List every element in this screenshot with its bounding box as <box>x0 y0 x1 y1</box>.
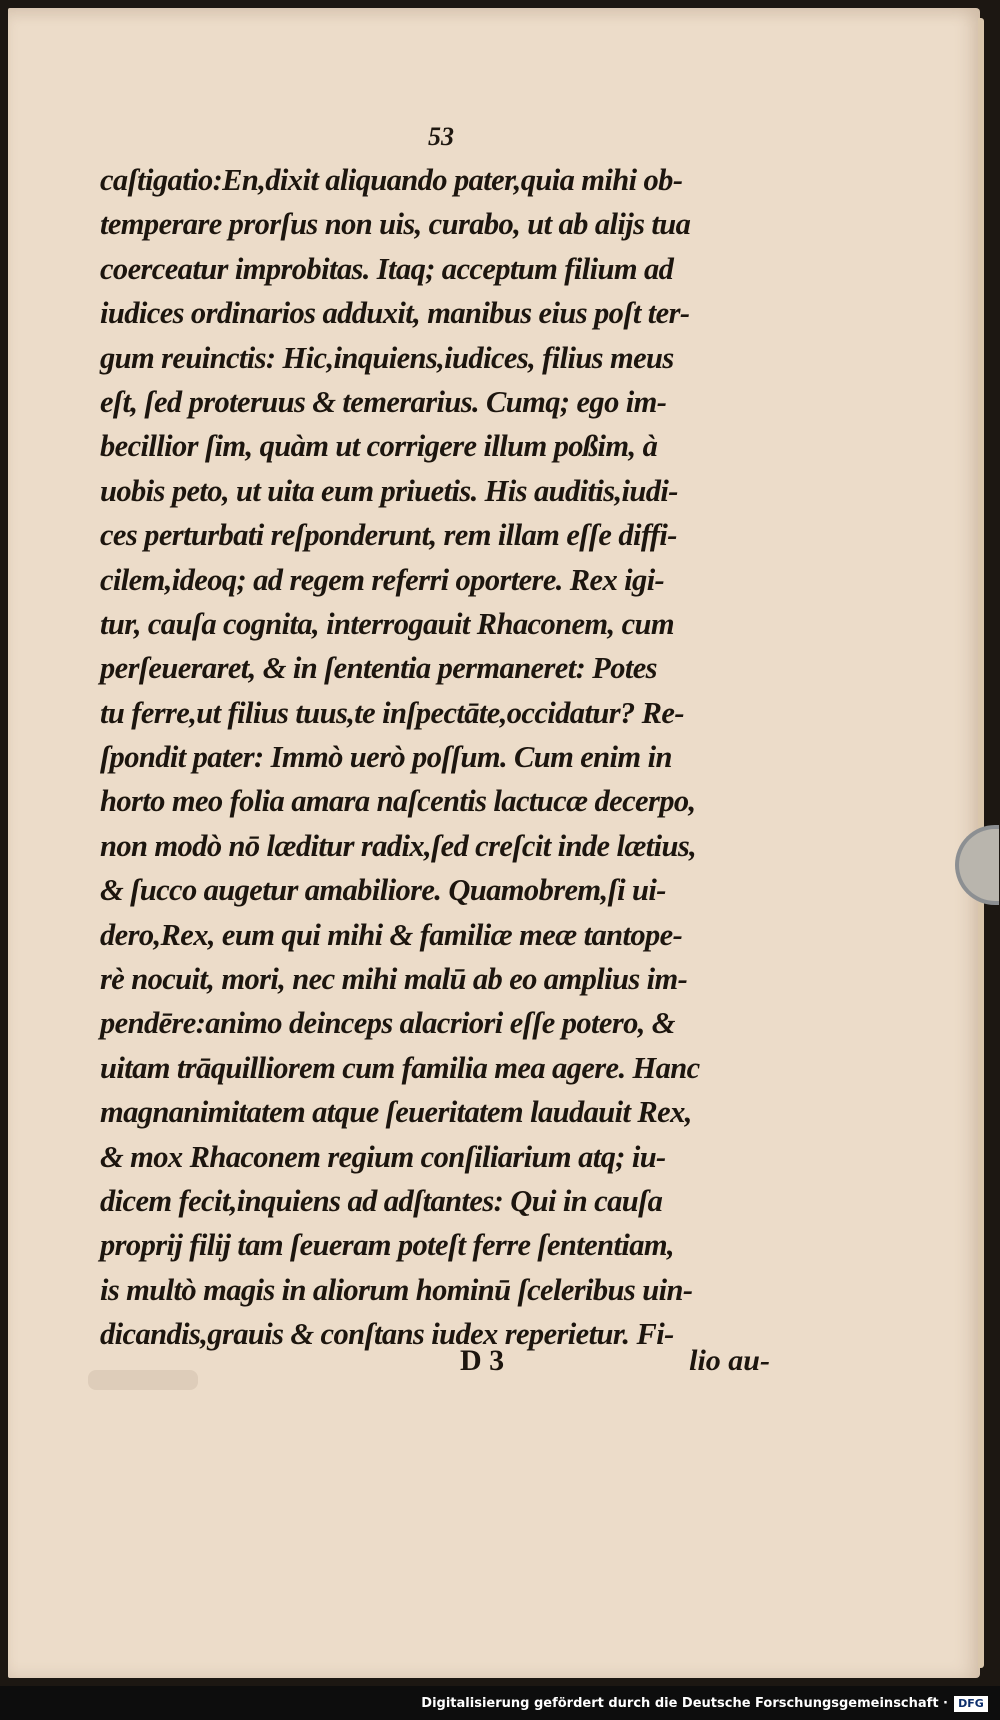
text-line: dicem fecit,inquiens ad adſtantes: Qui in cauſa <box>100 1183 663 1218</box>
page-number: 53 <box>428 122 454 151</box>
text-line: dero,Rex, eum qui mihi & familiæ meæ tantope- <box>100 917 683 952</box>
text-line: ſpondit pater: Immò uerò poſſum. Cum enim in <box>100 740 672 775</box>
text-line: temperare prorſus non uis, curabo, ut ab alijs tua <box>100 207 691 242</box>
text-line: dicandis,grauis & conſtans iudex reperietur. Fi- <box>100 1317 674 1352</box>
text-line: gum reuinctis: Hic,inquiens,iudices, filius meus <box>100 340 674 375</box>
book-page <box>8 8 980 1678</box>
catchword: lio au- <box>689 1344 770 1377</box>
text-line: & mox Rhaconem regium conſiliarium atq; iu- <box>100 1139 666 1174</box>
text-line: eſt, ſed proteruus & temerarius. Cumq; ego im- <box>100 384 667 419</box>
text-line: horto meo folia amara naſcentis lactucæ decerpo, <box>100 784 696 819</box>
footer-bar <box>0 1686 1000 1720</box>
text-line: ces perturbati reſponderunt, rem illam eſſe diffi- <box>100 518 677 553</box>
text-line: tu ferre,ut filius tuus,te inſpectāte,occidatur? Re- <box>100 695 684 730</box>
dfg-logo-icon: DFG <box>954 1696 988 1712</box>
footer-credit: Digitalisierung gefördert durch die Deutsche Forschungsgemeinschaft · <box>421 1696 948 1711</box>
text-line: proprij filij tam ſeueram poteſt ferre ſententiam, <box>100 1228 675 1263</box>
text-line: tur, cauſa cognita, interrogauit Rhaconem, cum <box>100 606 675 641</box>
text-line: caſtigatio:En,dixit aliquando pater,quia mihi ob- <box>100 163 683 197</box>
text-line: rè nocuit, mori, nec mihi malū ab eo amplius im- <box>100 962 688 997</box>
text-line: is multò magis in aliorum hominū ſceleribus uin- <box>100 1272 693 1307</box>
text-line: coerceatur improbitas. Itaq; acceptum filium ad <box>100 251 674 286</box>
text-line: perſeueraret, & in ſententia permaneret: Potes <box>100 651 657 686</box>
text-line: pendēre:animo deinceps alacriori eſſe potero, & <box>100 1006 675 1041</box>
text-line: uitam trāquilliorem cum familia mea agere. Hanc <box>100 1050 700 1085</box>
text-line: uobis peto, ut uita eum priuetis. His auditis,iudi- <box>100 473 678 508</box>
text-line: non modò nō læditur radix,ſed creſcit inde lætius, <box>100 828 697 863</box>
text-line: magnanimitatem atque ſeueritatem laudauit Rex, <box>100 1095 692 1130</box>
text-line: iudices ordinarios adduxit, manibus eius poſt ter- <box>100 296 690 331</box>
text-line: cilem,ideoq; ad regem referri oportere. Rex igi- <box>100 562 665 597</box>
text-line: & ſucco augetur amabiliore. Quamobrem,ſi ui- <box>100 873 666 908</box>
text-line: becillior ſim, quàm ut corrigere illum poßim, à <box>100 429 658 464</box>
signature-line <box>100 1344 770 1388</box>
body-text <box>100 158 770 1357</box>
signature-mark: D 3 <box>460 1344 505 1377</box>
